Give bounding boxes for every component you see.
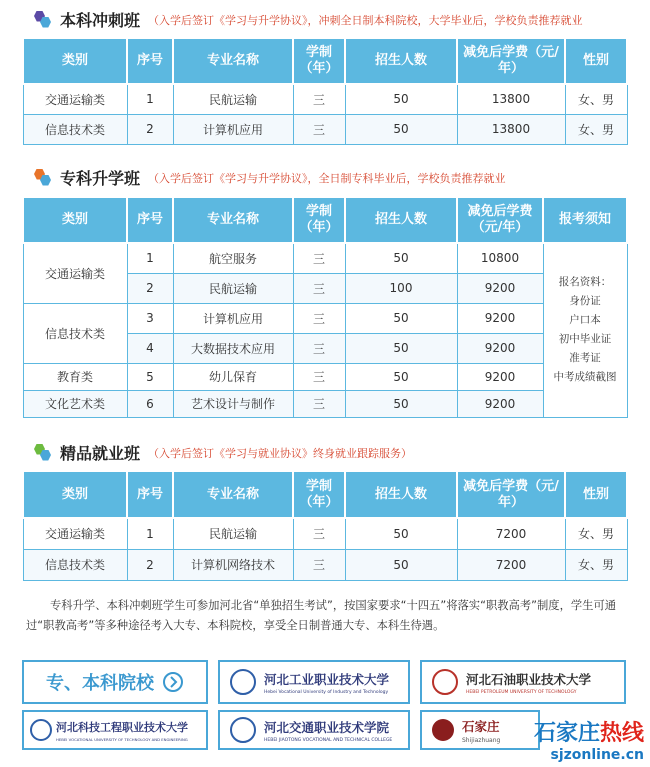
header-duration: 学制（年） (293, 471, 345, 518)
arrow-right-circle-icon (162, 671, 184, 693)
note-line: 户口本 (569, 314, 601, 327)
college-name: 河北交通职业技术学院 (264, 719, 390, 735)
cell-fee: 7200 (457, 549, 565, 580)
hexagon-icon (34, 444, 52, 462)
section-name: 专科升学班 (60, 169, 141, 188)
college-emblem-icon (432, 669, 458, 695)
table-row (23, 390, 627, 417)
college-name-en: Hebei Vocational University of Industry and Technology (264, 689, 389, 695)
header-duration: 学制（年） (293, 197, 345, 243)
cell-duration: 三 (293, 303, 345, 333)
cell-fee: 9200 (457, 303, 543, 333)
exam-info-paragraph: 专科升学、本科冲刺班学生可参加河北省“单独招生考试”，按国家要求“十四五”将落实“职教高考”制度，学生可通过“职教高考”等多种途径考入大专、本科院校，享受全日制普通大专、本科生待遇。 (26, 599, 617, 632)
cell-enroll: 50 (345, 84, 457, 114)
section-note: （入学后签订《学习与升学协议》，冲刺全日制本科院校，大学毕业后，学校负责推荐就业 (148, 13, 583, 27)
header-major: 专业名称 (173, 38, 293, 84)
college-logo-hebei-tech-engineering[interactable] (22, 710, 208, 750)
cell-seq: 4 (127, 333, 173, 363)
watermark-brand: 石家庄 (533, 721, 600, 746)
cell-major: 民航运输 (173, 84, 293, 114)
header-seq: 序号 (127, 38, 173, 84)
cell-fee: 13800 (457, 84, 565, 114)
cell-fee: 7200 (457, 518, 565, 549)
cell-major: 艺术设计与制作 (173, 390, 293, 417)
header-seq: 序号 (127, 197, 173, 243)
header-category: 类别 (23, 38, 127, 84)
cell-duration: 三 (293, 333, 345, 363)
section-note: （入学后签订《学习与就业协议》终身就业跟踪服务） (148, 446, 413, 460)
note-line: 初中毕业证 (558, 333, 612, 346)
college-logo-hebei-industry[interactable] (218, 660, 410, 704)
cell-seq: 3 (127, 303, 173, 333)
section-name: 本科冲刺班 (60, 11, 141, 30)
watermark-brand-red: 热线 (599, 721, 644, 746)
cell-gender: 女、男 (565, 84, 627, 114)
cell-enroll: 50 (345, 243, 457, 273)
cell-major: 幼儿保育 (173, 363, 293, 390)
section-name: 精品就业班 (60, 444, 141, 463)
cell-fee: 10800 (457, 243, 543, 273)
table-row (23, 84, 627, 114)
cell-duration: 三 (293, 390, 345, 417)
cell-category: 文化艺术类 (23, 390, 127, 417)
cell-application-notes (543, 243, 627, 417)
cell-seq: 5 (127, 363, 173, 390)
college-name: 河北石油职业技术大学 (466, 671, 592, 687)
header-major: 专业名称 (173, 197, 293, 243)
header-seq: 序号 (127, 471, 173, 518)
college-name: 河北工业职业技术大学 (264, 671, 390, 687)
header-fee: 减免后学费（元/年） (457, 471, 565, 518)
cell-enroll: 50 (345, 518, 457, 549)
header-fee: 减免后学费（元/年） (457, 197, 543, 243)
cell-enroll: 50 (345, 363, 457, 390)
cell-gender: 女、男 (565, 518, 627, 549)
header-notes: 报考须知 (543, 197, 627, 243)
table-row (23, 243, 627, 273)
header-duration: 学制（年） (293, 38, 345, 84)
note-line: 报名资料： (558, 276, 612, 289)
table-employment (22, 470, 628, 581)
cell-fee: 13800 (457, 114, 565, 144)
table-header-row (23, 197, 627, 243)
table-row (23, 518, 627, 549)
header-major: 专业名称 (173, 471, 293, 518)
table-college-upgrade (22, 196, 628, 418)
table-undergrad-sprint (22, 37, 628, 145)
cell-seq: 1 (127, 518, 173, 549)
cell-duration: 三 (293, 363, 345, 390)
cell-duration: 三 (293, 114, 345, 144)
cell-category: 教育类 (23, 363, 127, 390)
college-name-en: Shijiazhuang (462, 736, 501, 744)
cell-major: 大数据技术应用 (173, 333, 293, 363)
hexagon-icon (34, 11, 52, 29)
table-row (23, 303, 627, 333)
cell-seq: 1 (127, 84, 173, 114)
table-header-row (23, 471, 627, 518)
cell-duration: 三 (293, 273, 345, 303)
header-category: 类别 (23, 471, 127, 518)
cell-enroll: 50 (345, 333, 457, 363)
cell-major: 航空服务 (173, 243, 293, 273)
header-fee: 减免后学费（元/年） (457, 38, 565, 84)
college-name: 石家庄 (462, 718, 500, 734)
college-emblem-icon (230, 669, 256, 695)
cell-seq: 6 (127, 390, 173, 417)
cell-category: 交通运输类 (23, 84, 127, 114)
college-name-en: HEBEI JIAOTONG VOCATIONAL AND TECHNICAL COLLEGE (264, 737, 393, 743)
colleges-label: 专、本科院校 (46, 673, 154, 694)
table-header-row (23, 38, 627, 84)
cell-major: 计算机应用 (173, 303, 293, 333)
cell-category: 信息技术类 (23, 549, 127, 580)
cell-seq: 2 (127, 273, 173, 303)
cell-gender: 女、男 (565, 549, 627, 580)
table-row (23, 363, 627, 390)
header-enroll: 招生人数 (345, 197, 457, 243)
cell-major: 民航运输 (173, 518, 293, 549)
cell-duration: 三 (293, 518, 345, 549)
cell-major: 计算机网络技术 (173, 549, 293, 580)
cell-fee: 9200 (457, 363, 543, 390)
college-emblem-icon (30, 719, 52, 741)
cell-category: 信息技术类 (23, 114, 127, 144)
hexagon-icon (34, 169, 52, 187)
header-gender: 性别 (565, 471, 627, 518)
header-enroll: 招生人数 (345, 471, 457, 518)
cell-major: 计算机应用 (173, 114, 293, 144)
cell-major: 民航运输 (173, 273, 293, 303)
section-title-2 (34, 166, 506, 189)
note-line: 中考成绩截图 (553, 371, 617, 384)
cell-duration: 三 (293, 243, 345, 273)
college-name-en: HEBEI PETROLEUM UNIVERSITY OF TECHNOLOGY (466, 689, 577, 695)
cell-enroll: 50 (345, 114, 457, 144)
note-line: 准考证 (569, 352, 601, 365)
cell-gender: 女、男 (565, 114, 627, 144)
college-logo-shijiazhuang[interactable] (420, 710, 540, 750)
section-title-3 (34, 441, 412, 464)
cell-enroll: 50 (345, 303, 457, 333)
cell-category: 交通运输类 (23, 243, 127, 303)
watermark-url: sjzonline.cn (550, 747, 644, 763)
cell-duration: 三 (293, 549, 345, 580)
cell-fee: 9200 (457, 333, 543, 363)
section-title-1 (34, 8, 583, 31)
note-line: 身份证 (569, 295, 601, 308)
cell-seq: 2 (127, 549, 173, 580)
header-enroll: 招生人数 (345, 38, 457, 84)
cell-enroll: 50 (345, 390, 457, 417)
cell-fee: 9200 (457, 390, 543, 417)
cell-fee: 9200 (457, 273, 543, 303)
college-emblem-icon (230, 717, 256, 743)
college-name: 河北科技工程职业技术大学 (56, 720, 188, 734)
cell-enroll: 100 (345, 273, 457, 303)
colleges-label-button[interactable] (22, 660, 208, 704)
watermark (534, 716, 644, 763)
college-logo-hebei-petroleum[interactable] (420, 660, 626, 704)
cell-category: 交通运输类 (23, 518, 127, 549)
college-name-en: HEBEI VOCATIONAL UNIVERSITY OF TECHNOLOGY AND ENGINEERING (56, 736, 188, 742)
header-category: 类别 (23, 197, 127, 243)
cell-enroll: 50 (345, 549, 457, 580)
college-logo-hebei-jiaotong[interactable] (218, 710, 410, 750)
cell-seq: 1 (127, 243, 173, 273)
table-row (23, 114, 627, 144)
cell-duration: 三 (293, 84, 345, 114)
cell-seq: 2 (127, 114, 173, 144)
table-row (23, 549, 627, 580)
header-gender: 性别 (565, 38, 627, 84)
college-emblem-icon (432, 719, 454, 741)
section-note: （入学后签订《学习与升学协议》，全日制专科毕业后，学校负责推荐就业 (148, 171, 506, 185)
cell-category: 信息技术类 (23, 303, 127, 363)
